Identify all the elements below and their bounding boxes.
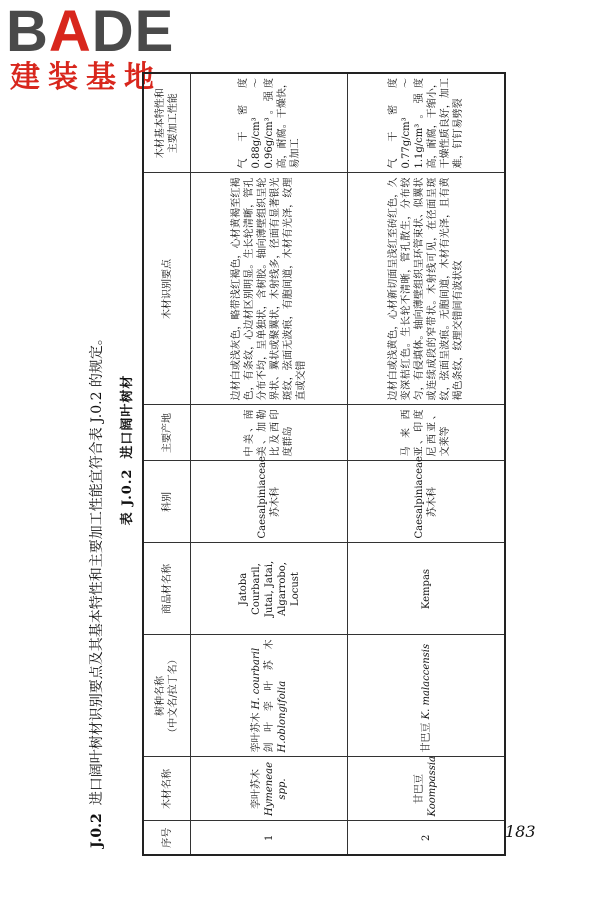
family-latin: Caesalpiniaceae [414, 456, 425, 539]
table-caption-title: 进口阔叶树材 [120, 374, 135, 459]
cell-timber [191, 757, 348, 821]
species-latin: H. courbaril [250, 647, 262, 710]
family-cn: 苏木科 [270, 487, 281, 517]
cell-species [348, 635, 506, 757]
section-title: 进口阔叶树材识别要点及其基本特性和主要加工性能宜符合表 J.0.2 的规定。 [89, 331, 105, 806]
cell-origin: 中美、南美、加勒比及西印度群岛 [191, 405, 348, 461]
timber-cn: 甘巴豆 [414, 774, 425, 804]
timber-cn: 孪叶苏木 [250, 769, 262, 809]
cell-trade: Kempas [348, 543, 506, 635]
species-cn: 剑叶孪叶苏木 [263, 639, 275, 753]
cell-properties: 气干密度 0.77g/cm³～1.1g/cm³。强度高，耐腐，干缩小，干燥性质良好，加工难，钉钉易劈裂 [348, 73, 506, 173]
table-caption [116, 270, 135, 630]
header-species: 树种名称 （中文名/拉丁名） [143, 635, 191, 757]
cell-origin: 马来西亚、印度尼西亚、文莱等 [348, 405, 506, 461]
header-origin: 主要产地 [143, 405, 191, 461]
table-header-row [143, 73, 191, 855]
header-no: 序号 [143, 821, 191, 855]
section-heading [88, 68, 106, 848]
cell-properties: 气干密度 0.88g/cm³～0.96g/cm³。强度高，耐腐。干燥快，易加工 [191, 73, 348, 173]
timber-latin: Hymeneae spp. [263, 762, 288, 817]
cell-species [191, 635, 348, 757]
cell-identification: 边材白或浅黄色，心材新切面呈浅红至砖红色，久变深桔红色。生长轮不清晰，管孔散生，分布较匀，有侵填体。轴向薄壁组织呈环管束状、似翼状或连续成段的窄带状。木射线可见，在径面呈斑纹，弦面呈波痕。无胞间道，木材有光泽，且有黄褐色条纹，纹理交错间有波状纹 [348, 173, 506, 405]
table-row [191, 73, 348, 855]
header-timber: 木材名称 [143, 757, 191, 821]
cell-family [348, 456, 506, 543]
cell-timber [348, 757, 506, 821]
page-number: 183 [505, 822, 536, 841]
cell-no: 2 [348, 821, 506, 855]
logo-wordmark: BADE [6, 0, 175, 64]
rotated-page [0, 60, 600, 860]
family-latin: Caesalpiniaceae [257, 456, 268, 539]
timber-table [142, 72, 506, 856]
cell-identification: 边材白或浅灰色，略带浅红褐色，心材黄褐至红褐色，有条纹，心边材区别明显。生长轮清晰，管孔分布不均，呈单独状，含树胶。轴向薄壁组织呈轮界状、翼状或聚翼状，木射线多，径面有显著银光斑纹，弦面无波痕，有胞间道，木材有光泽，纹理直或交错 [191, 173, 348, 405]
cell-family [191, 456, 348, 543]
header-properties: 木材基本特性和 主要加工性能 [143, 73, 191, 173]
section-number: J.0.2 [89, 813, 105, 848]
header-trade: 商品材名称 [143, 543, 191, 635]
header-family: 科别 [143, 461, 191, 543]
family-cn: 苏木科 [427, 487, 438, 517]
species-cn: 甘巴豆 [420, 722, 432, 753]
timber-latin: Koompassia [427, 755, 438, 817]
cell-trade: Jatoba Courbaril, Jutai, Jatai, Algarrobo, Locust [191, 543, 348, 635]
header-identification: 木材识别要点 [143, 173, 191, 405]
logo-subtitle: 建装基地 [10, 60, 162, 95]
species-latin: K. malaccensis [420, 643, 432, 720]
cell-no: 1 [191, 821, 348, 855]
table-caption-number: 表 J.0.2 [120, 468, 135, 526]
table-row [348, 73, 506, 855]
species-cn: 孪叶苏木 [250, 712, 262, 753]
species-latin: H.oblongifolia [276, 680, 288, 753]
